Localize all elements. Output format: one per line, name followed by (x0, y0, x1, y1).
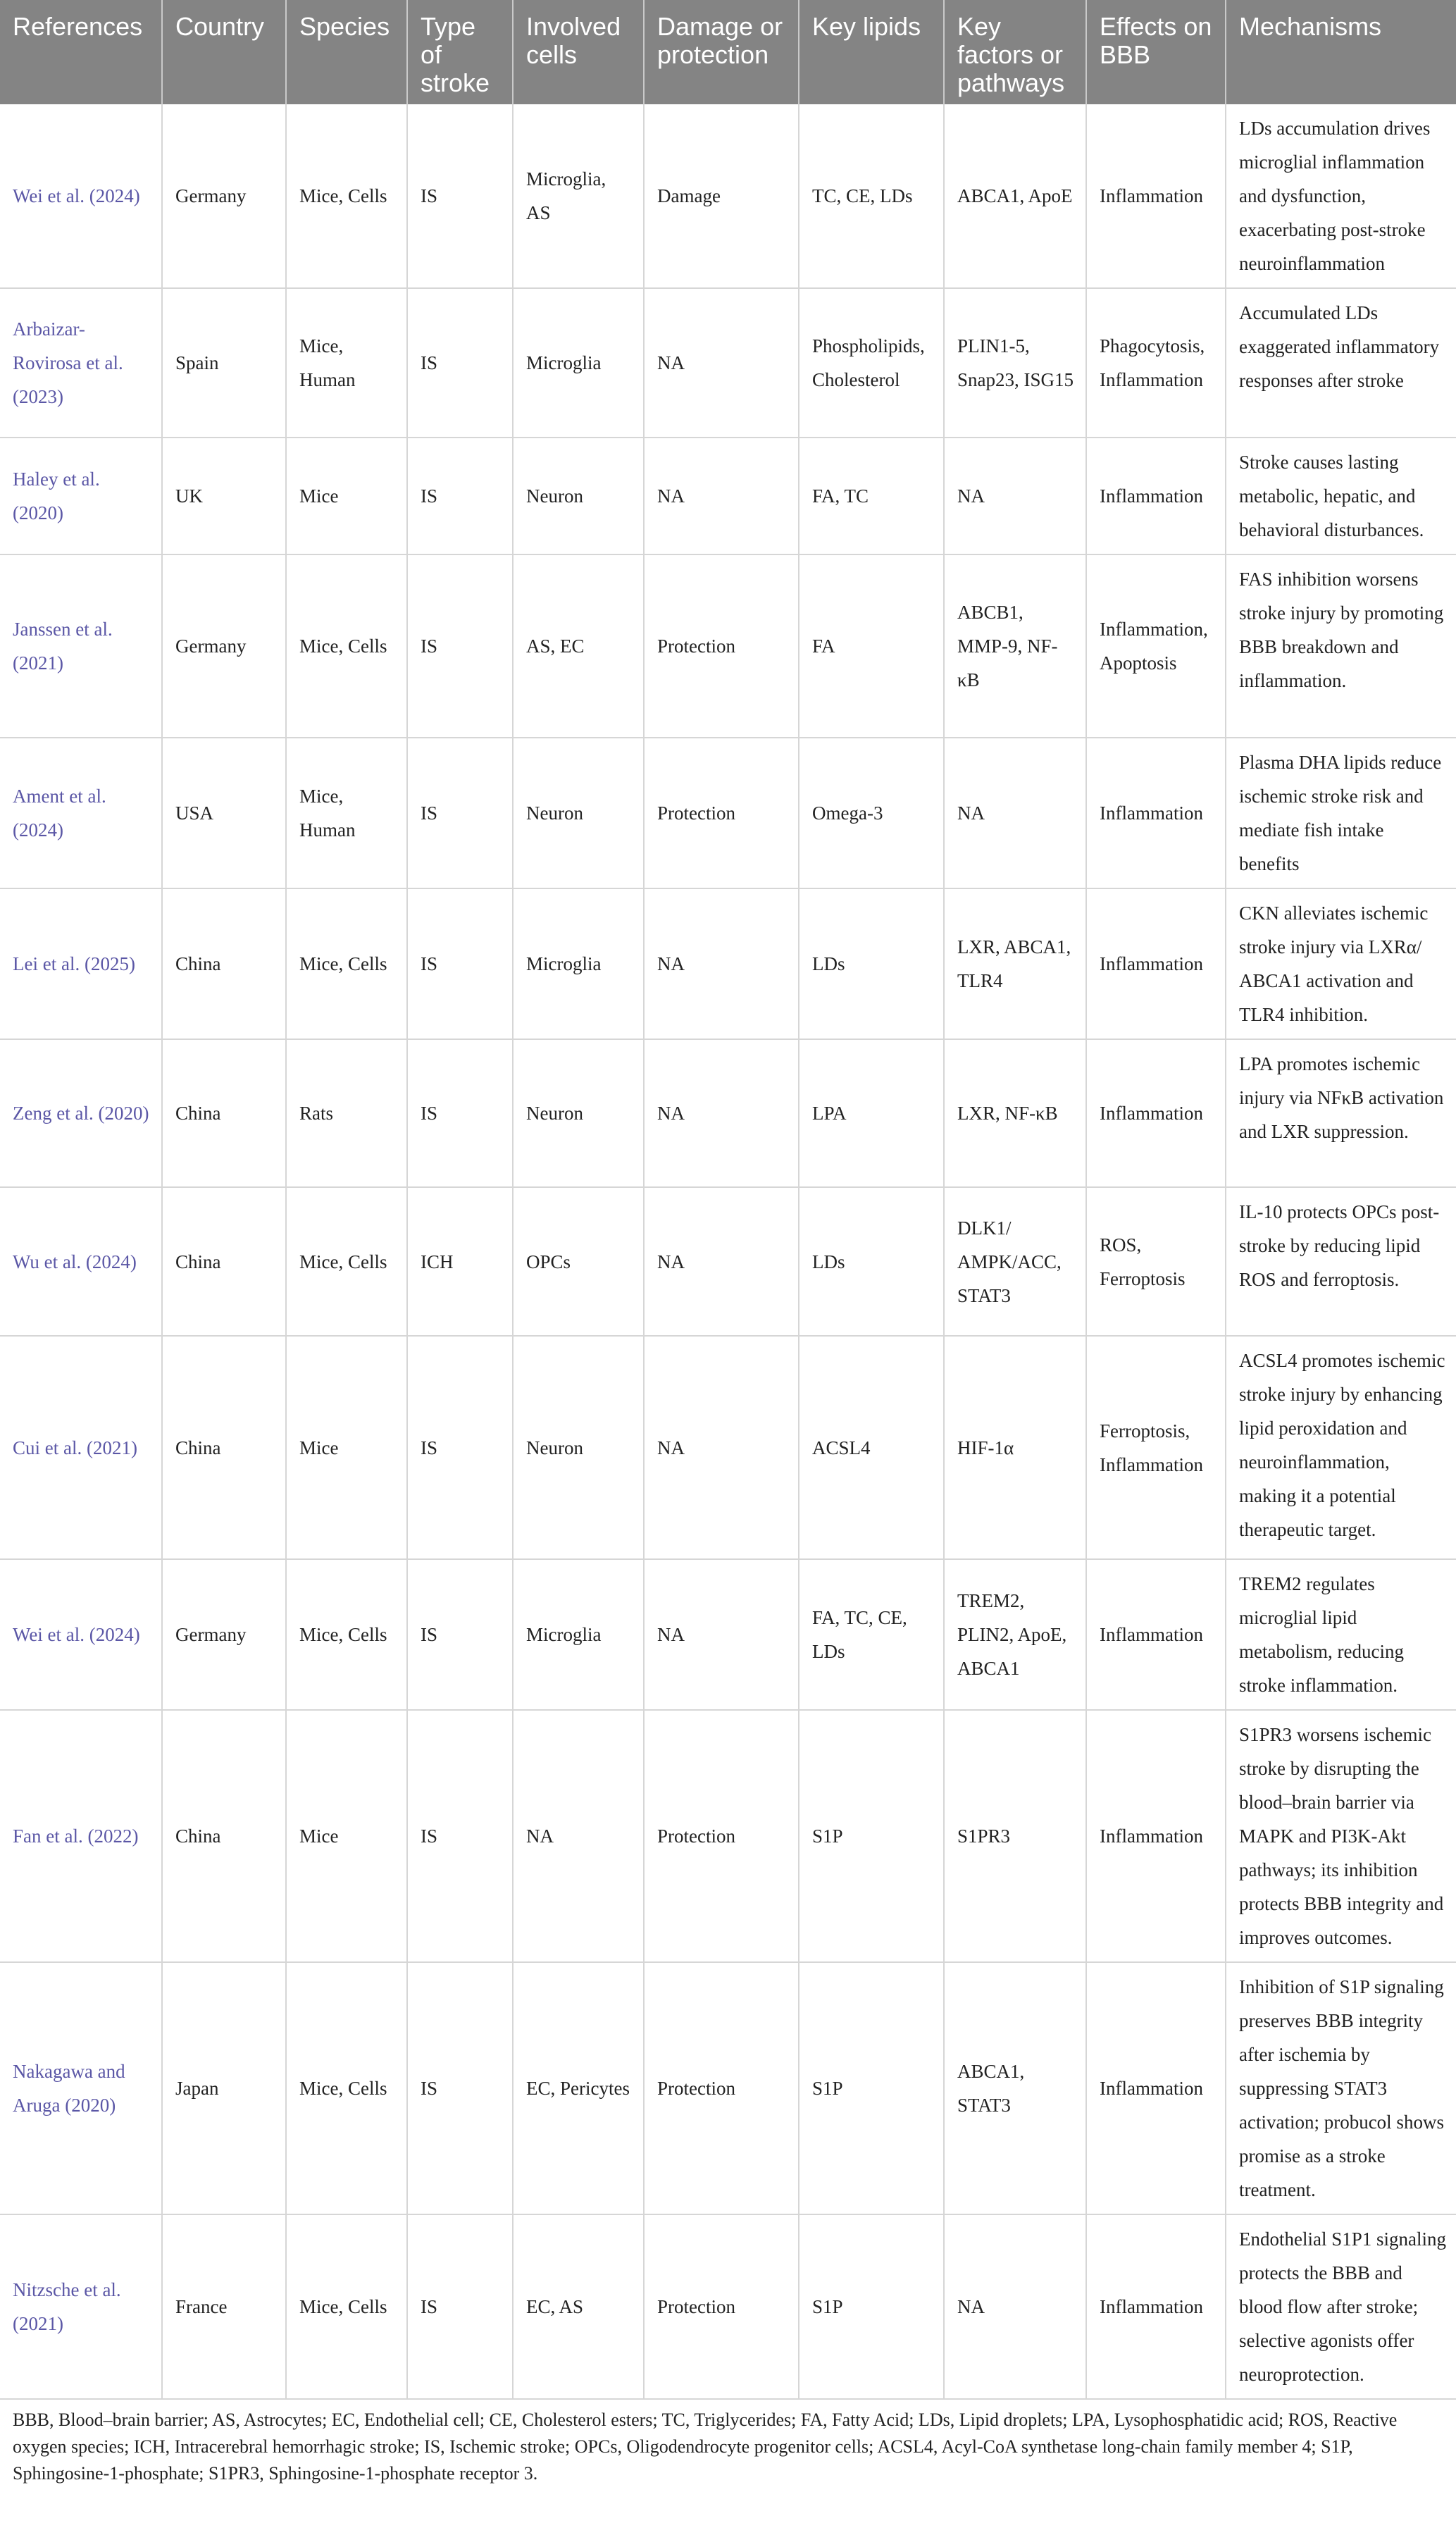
reference-link[interactable]: Wu et al. (2024) (0, 1187, 162, 1336)
key-factors-cell: ABCB1, MMP-9, NF-κB (944, 554, 1086, 738)
key-factors-cell: NA (944, 438, 1086, 554)
bbb-effects-cell: Inflammation (1086, 888, 1226, 1039)
header-references: References (0, 0, 162, 104)
stroke-type-cell: IS (407, 288, 513, 438)
bbb-effects-cell: Inflammation (1086, 738, 1226, 888)
key-factors-cell: LXR, NF-κB (944, 1039, 1086, 1187)
key-lipids-cell: Omega-3 (799, 738, 944, 888)
key-factors-cell: HIF-1α (944, 1336, 1086, 1559)
key-lipids-cell: FA (799, 554, 944, 738)
involved-cells-cell: AS, EC (513, 554, 644, 738)
species-cell: Mice, Cells (286, 104, 407, 288)
country-cell: Germany (162, 104, 286, 288)
species-cell: Mice, Cells (286, 888, 407, 1039)
key-factors-cell: NA (944, 738, 1086, 888)
country-cell: Germany (162, 1559, 286, 1710)
mechanism-cell: FAS inhibition worsens stroke injury by promoting BBB breakdown and inflammation. (1226, 554, 1456, 738)
table-row (0, 1559, 1456, 1710)
damage-protection-cell: Protection (644, 1710, 799, 1962)
bbb-effects-cell: Inflammation (1086, 1039, 1226, 1187)
damage-protection-cell: NA (644, 888, 799, 1039)
header-country: Country (162, 0, 286, 104)
table-footnote: BBB, Blood–brain barrier; AS, Astrocytes; EC, Endothelial cell; CE, Cholesterol esters; TC, Triglycerides; FA, Fatty Acid; LDs, Lipid droplets; LPA, Lysophosphatidic acid; ROS, Reactive oxygen species; ICH, Intracerebral hemorrhagic stroke; IS, Ischemic stroke; OPCs, Oligodendrocyte progenitor cells; ACSL4, Acyl-CoA synthetase long-chain family member 4; S1P, Sphingosine-1-phosphate; S1PR3, Sphingosine-1-phosphate receptor 3. (13, 2410, 1398, 2484)
involved-cells-cell: EC, Pericytes (513, 1962, 644, 2214)
table-row (0, 288, 1456, 438)
involved-cells-cell: Neuron (513, 1336, 644, 1559)
key-factors-cell: PLIN1-5, Snap23, ISG15 (944, 288, 1086, 438)
country-cell: Germany (162, 554, 286, 738)
key-lipids-cell: TC, CE, LDs (799, 104, 944, 288)
damage-protection-cell: NA (644, 288, 799, 438)
mechanism-cell: CKN alleviates ischemic stroke injury via LXRα/ ABCA1 activation and TLR4 inhibition. (1226, 888, 1456, 1039)
mechanism-cell: Plasma DHA lipids reduce ischemic stroke risk and mediate fish intake benefits (1226, 738, 1456, 888)
species-cell: Mice, Human (286, 288, 407, 438)
involved-cells-cell: NA (513, 1710, 644, 1962)
reference-link[interactable]: Arbaizar-Rovirosa et al. (2023) (0, 288, 162, 438)
reference-link[interactable]: Wei et al. (2024) (0, 1559, 162, 1710)
stroke-type-cell: IS (407, 1336, 513, 1559)
key-lipids-cell: S1P (799, 2214, 944, 2399)
reference-link[interactable]: Wei et al. (2024) (0, 104, 162, 288)
reference-link[interactable]: Haley et al. (2020) (0, 438, 162, 554)
damage-protection-cell: Damage (644, 104, 799, 288)
table-row (0, 104, 1456, 288)
key-factors-cell: ABCA1, ApoE (944, 104, 1086, 288)
stroke-type-cell: IS (407, 438, 513, 554)
table-row (0, 1710, 1456, 1962)
bbb-effects-cell: Inflammation (1086, 1710, 1226, 1962)
involved-cells-cell: Microglia (513, 288, 644, 438)
stroke-type-cell: IS (407, 888, 513, 1039)
reference-link[interactable]: Cui et al. (2021) (0, 1336, 162, 1559)
table-row (0, 1187, 1456, 1336)
species-cell: Mice (286, 1336, 407, 1559)
country-cell: Spain (162, 288, 286, 438)
mechanism-cell: Accumulated LDs exaggerated inflammatory responses after stroke (1226, 288, 1456, 438)
mechanism-cell: S1PR3 worsens ischemic stroke by disrupting the blood–brain barrier via MAPK and PI3K-Akt pathways; its inhibition protects BBB integrity and improves outcomes. (1226, 1710, 1456, 1962)
header-row (0, 0, 1456, 104)
reference-link[interactable]: Fan et al. (2022) (0, 1710, 162, 1962)
table-row (0, 554, 1456, 738)
reference-link[interactable]: Janssen et al. (2021) (0, 554, 162, 738)
table-row (0, 888, 1456, 1039)
involved-cells-cell: Microglia (513, 888, 644, 1039)
reference-link[interactable]: Nitzsche et al. (2021) (0, 2214, 162, 2399)
stroke-type-cell: ICH (407, 1187, 513, 1336)
table-row (0, 738, 1456, 888)
mechanism-cell: Endothelial S1P1 signaling protects the BBB and blood flow after stroke; selective agonists offer neuroprotection. (1226, 2214, 1456, 2399)
damage-protection-cell: Protection (644, 554, 799, 738)
header-mechanisms: Mechanisms (1226, 0, 1456, 104)
table-row (0, 1962, 1456, 2214)
stroke-type-cell: IS (407, 1710, 513, 1962)
stroke-type-cell: IS (407, 1962, 513, 2214)
reference-link[interactable]: Nakagawa and Aruga (2020) (0, 1962, 162, 2214)
stroke-type-cell: IS (407, 2214, 513, 2399)
stroke-type-cell: IS (407, 1559, 513, 1710)
country-cell: China (162, 1710, 286, 1962)
stroke-type-cell: IS (407, 1039, 513, 1187)
species-cell: Mice, Cells (286, 1962, 407, 2214)
country-cell: USA (162, 738, 286, 888)
involved-cells-cell: Neuron (513, 438, 644, 554)
species-cell: Mice, Cells (286, 554, 407, 738)
species-cell: Mice, Cells (286, 2214, 407, 2399)
species-cell: Mice (286, 438, 407, 554)
species-cell: Mice, Cells (286, 1187, 407, 1336)
involved-cells-cell: Microglia (513, 1559, 644, 1710)
mechanism-cell: Stroke causes lasting metabolic, hepatic, and behavioral disturbances. (1226, 438, 1456, 554)
damage-protection-cell: Protection (644, 738, 799, 888)
damage-protection-cell: NA (644, 1039, 799, 1187)
country-cell: China (162, 1039, 286, 1187)
damage-protection-cell: NA (644, 438, 799, 554)
stroke-type-cell: IS (407, 554, 513, 738)
damage-protection-cell: NA (644, 1559, 799, 1710)
species-cell: Mice, Cells (286, 1559, 407, 1710)
involved-cells-cell: Neuron (513, 738, 644, 888)
damage-protection-cell: Protection (644, 2214, 799, 2399)
bbb-effects-cell: Inflammation (1086, 1962, 1226, 2214)
table-row (0, 438, 1456, 554)
involved-cells-cell: EC, AS (513, 2214, 644, 2399)
key-lipids-cell: LDs (799, 1187, 944, 1336)
mechanism-cell: ACSL4 promotes ischemic stroke injury by enhancing lipid peroxidation and neuroinflammation, making it a potential therapeutic target. (1226, 1336, 1456, 1559)
header-involved-cells: Involved cells (513, 0, 644, 104)
mechanism-cell: LPA promotes ischemic injury via NFκB activation and LXR suppression. (1226, 1039, 1456, 1187)
country-cell: France (162, 2214, 286, 2399)
key-factors-cell: TREM2, PLIN2, ApoE, ABCA1 (944, 1559, 1086, 1710)
reference-link[interactable]: Zeng et al. (2020) (0, 1039, 162, 1187)
table-row (0, 1336, 1456, 1559)
mechanism-cell: IL-10 protects OPCs post-stroke by reducing lipid ROS and ferroptosis. (1226, 1187, 1456, 1336)
header-damage-or-protection: Damage or protection (644, 0, 799, 104)
stroke-type-cell: IS (407, 738, 513, 888)
bbb-effects-cell: Phagocytosis, Inflammation (1086, 288, 1226, 438)
header-effects-on-bbb: Effects on BBB (1086, 0, 1226, 104)
mechanism-cell: LDs accumulation drives microglial inflammation and dysfunction, exacerbating post-stroke neuroinflammation (1226, 104, 1456, 288)
key-lipids-cell: LDs (799, 888, 944, 1039)
bbb-effects-cell: Ferroptosis, Inflammation (1086, 1336, 1226, 1559)
bbb-effects-cell: Inflammation, Apoptosis (1086, 554, 1226, 738)
table-body (0, 104, 1456, 2399)
reference-link[interactable]: Lei et al. (2025) (0, 888, 162, 1039)
bbb-effects-cell: ROS, Ferroptosis (1086, 1187, 1226, 1336)
species-cell: Mice, Human (286, 738, 407, 888)
mechanism-cell: Inhibition of S1P signaling preserves BBB integrity after ischemia by suppressing STAT3 activation; probucol shows promise as a stroke treatment. (1226, 1962, 1456, 2214)
key-lipids-cell: Phospholipids, Cholesterol (799, 288, 944, 438)
header-species: Species (286, 0, 407, 104)
damage-protection-cell: Protection (644, 1962, 799, 2214)
species-cell: Rats (286, 1039, 407, 1187)
damage-protection-cell: NA (644, 1336, 799, 1559)
header-key-factors: Key factors or pathways (944, 0, 1086, 104)
bbb-effects-cell: Inflammation (1086, 104, 1226, 288)
key-factors-cell: LXR, ABCA1, TLR4 (944, 888, 1086, 1039)
key-factors-cell: ABCA1, STAT3 (944, 1962, 1086, 2214)
key-lipids-cell: S1P (799, 1710, 944, 1962)
reference-link[interactable]: Ament et al. (2024) (0, 738, 162, 888)
key-factors-cell: S1PR3 (944, 1710, 1086, 1962)
key-factors-cell: DLK1/ AMPK/ACC, STAT3 (944, 1187, 1086, 1336)
country-cell: China (162, 1187, 286, 1336)
key-lipids-cell: FA, TC (799, 438, 944, 554)
header-type-of-stroke: Type of stroke (407, 0, 513, 104)
key-factors-cell: NA (944, 2214, 1086, 2399)
country-cell: China (162, 1336, 286, 1559)
bbb-effects-cell: Inflammation (1086, 1559, 1226, 1710)
species-cell: Mice (286, 1710, 407, 1962)
key-lipids-cell: S1P (799, 1962, 944, 2214)
table-row (0, 1039, 1456, 1187)
country-cell: Japan (162, 1962, 286, 2214)
key-lipids-cell: LPA (799, 1039, 944, 1187)
bbb-effects-cell: Inflammation (1086, 2214, 1226, 2399)
table-row (0, 2214, 1456, 2399)
bbb-effects-cell: Inflammation (1086, 438, 1226, 554)
damage-protection-cell: NA (644, 1187, 799, 1336)
involved-cells-cell: Microglia, AS (513, 104, 644, 288)
involved-cells-cell: OPCs (513, 1187, 644, 1336)
country-cell: UK (162, 438, 286, 554)
key-lipids-cell: ACSL4 (799, 1336, 944, 1559)
header-key-lipids: Key lipids (799, 0, 944, 104)
key-lipids-cell: FA, TC, CE, LDs (799, 1559, 944, 1710)
country-cell: China (162, 888, 286, 1039)
mechanism-cell: TREM2 regulates microglial lipid metabolism, reducing stroke inflammation. (1226, 1559, 1456, 1710)
stroke-type-cell: IS (407, 104, 513, 288)
involved-cells-cell: Neuron (513, 1039, 644, 1187)
